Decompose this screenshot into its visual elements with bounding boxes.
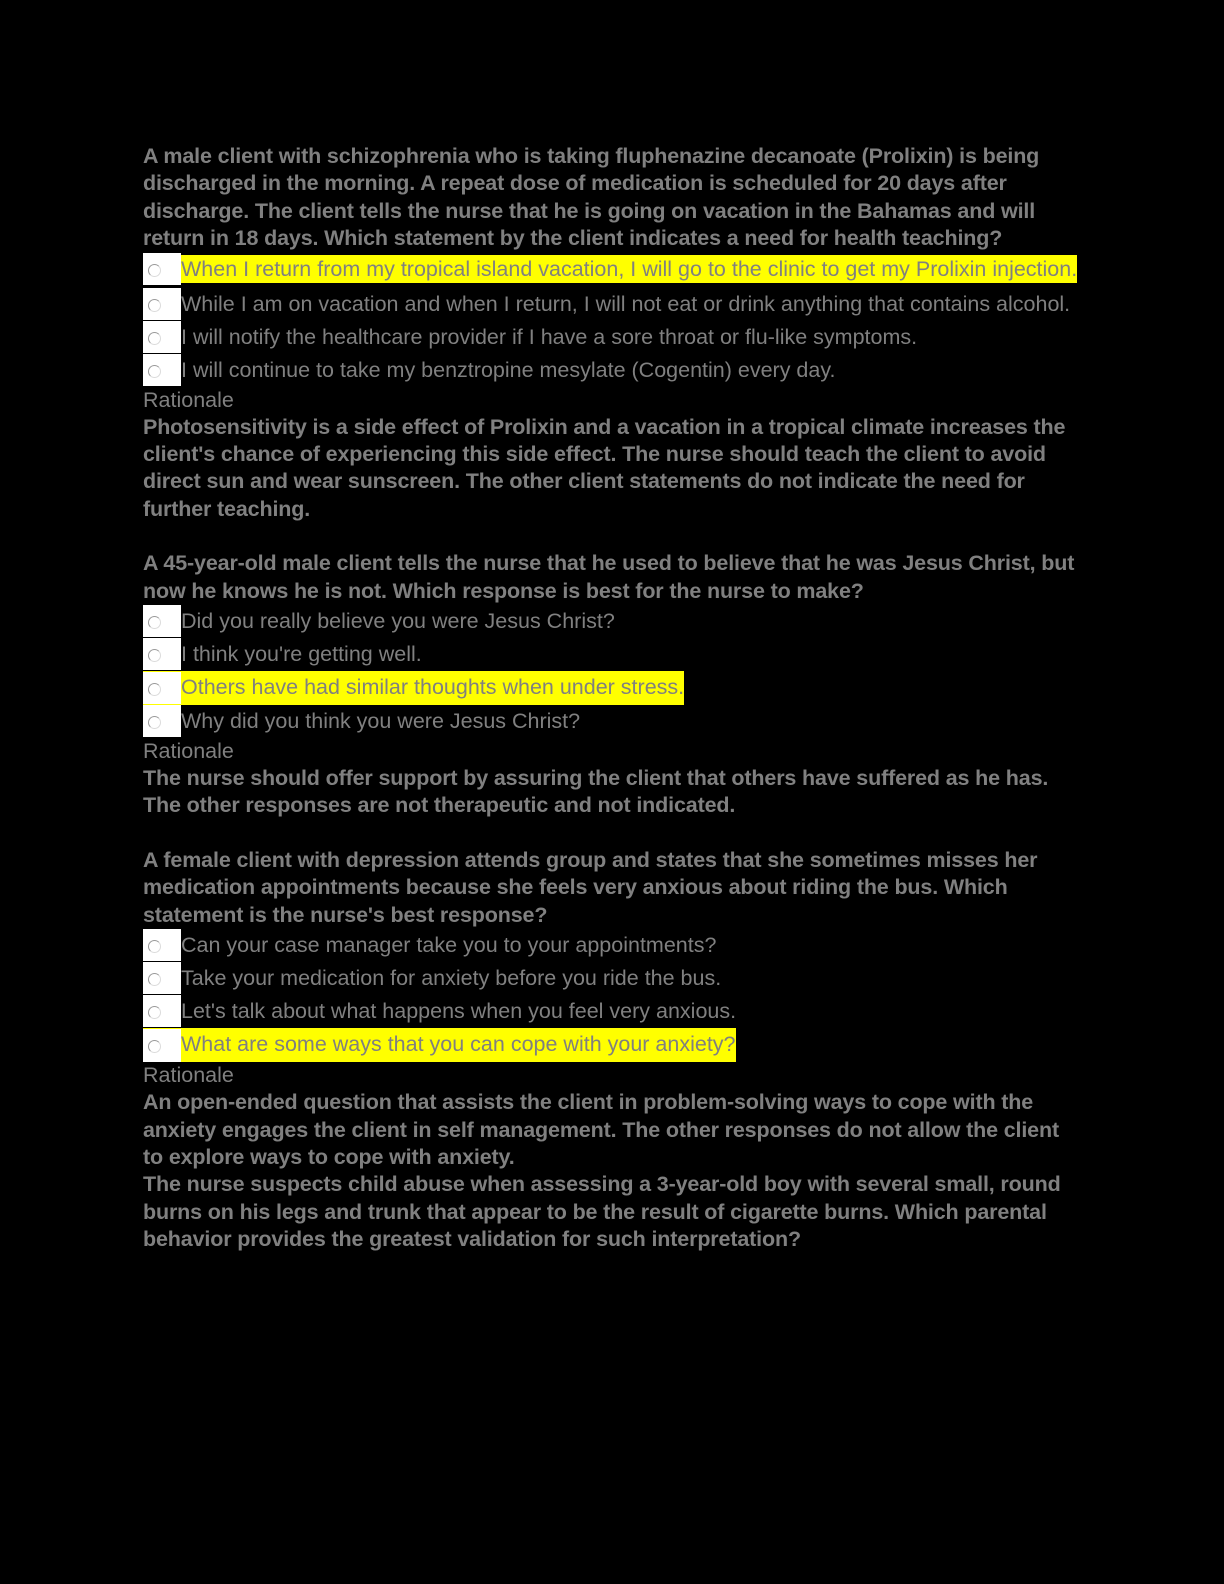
- option-text: Take your medication for anxiety before you ride the bus.: [181, 966, 722, 991]
- rationale-label: Rationale: [143, 387, 234, 412]
- radio-button[interactable]: [143, 705, 181, 737]
- answer-option-1[interactable]: [143, 605, 1083, 638]
- radio-button[interactable]: [143, 638, 181, 670]
- answer-option-3[interactable]: [143, 995, 1083, 1028]
- radio-button[interactable]: [143, 1028, 181, 1062]
- option-text: I will continue to take my benztropine mesylate (Cogentin) every day.: [181, 357, 836, 382]
- answer-option-2[interactable]: [143, 962, 1083, 995]
- radio-button[interactable]: [143, 321, 181, 353]
- answer-option-4[interactable]: [143, 705, 1083, 738]
- answer-option-2[interactable]: [143, 288, 1083, 321]
- spacer: [143, 523, 1083, 550]
- rationale-text: The nurse should offer support by assuring the client that others have suffered as he has. The other responses are not therapeutic and not indicated.: [143, 766, 1049, 818]
- answer-option-1[interactable]: [143, 253, 1083, 286]
- radio-circle-icon: [148, 332, 161, 345]
- answer-option-3[interactable]: [143, 321, 1083, 354]
- radio-circle-icon: [148, 1006, 161, 1019]
- option-text: Can your case manager take you to your appointments?: [181, 933, 717, 958]
- document-page: [143, 143, 1083, 1254]
- radio-circle-icon: [148, 264, 161, 277]
- question-text: A 45-year-old male client tells the nurse that he used to believe that he was Jesus Christ, but now he knows he is not. Which response is best for the nurse to make?: [143, 551, 1075, 603]
- rationale-label: Rationale: [143, 1063, 234, 1088]
- radio-button[interactable]: [143, 995, 181, 1027]
- radio-button[interactable]: [143, 288, 181, 320]
- radio-circle-icon: [148, 299, 161, 312]
- option-text: Did you really believe you were Jesus Christ?: [181, 609, 615, 634]
- question-text: The nurse suspects child abuse when assessing a 3-year-old boy with several small, round burns on his legs and trunk that appear to be the result of cigarette burns. Which parental behavior provides the greatest validation for such interpretation?: [143, 1172, 1061, 1252]
- answer-option-1[interactable]: [143, 929, 1083, 962]
- question-block-2: [143, 550, 1083, 820]
- radio-button[interactable]: [143, 605, 181, 637]
- radio-circle-icon: [148, 683, 161, 696]
- question-text: A male client with schizophrenia who is taking fluphenazine decanoate (Prolixin) is being discharged in the morning. A repeat dose of medication is scheduled for 20 days after discharge. The client tells the nurse that he is going on vacation in the Bahamas and will return in 18 days. Which statement by the client indicates a need for health teaching?: [143, 144, 1040, 251]
- radio-circle-icon: [148, 973, 161, 986]
- option-text: What are some ways that you can cope with your anxiety?: [181, 1028, 736, 1062]
- answer-option-4[interactable]: [143, 354, 1083, 387]
- option-text: When I return from my tropical island vacation, I will go to the clinic to get my Prolixin injection.: [181, 256, 1078, 281]
- radio-circle-icon: [148, 649, 161, 662]
- rationale-text: Photosensitivity is a side effect of Prolixin and a vacation in a tropical climate increases the client's chance of experiencing this side effect. The nurse should teach the client to avoid direct sun and wear sunscreen. The other client statements do not indicate the need for further teaching.: [143, 414, 1066, 521]
- answer-option-4[interactable]: [143, 1028, 1083, 1062]
- radio-button[interactable]: [143, 671, 181, 705]
- radio-button[interactable]: [143, 253, 181, 285]
- question-text: A female client with depression attends group and states that she sometimes misses her medication appointments because she feels very anxious about riding the bus. Which statement is the nurse's best response?: [143, 847, 1038, 927]
- option-text: Let's talk about what happens when you feel very anxious.: [181, 999, 737, 1024]
- question-block-3: [143, 847, 1083, 1171]
- radio-circle-icon: [148, 716, 161, 729]
- rationale-label: Rationale: [143, 739, 234, 764]
- spacer: [143, 820, 1083, 847]
- option-text: While I am on vacation and when I return, I will not eat or drink anything that contains alcohol.: [181, 291, 1071, 316]
- answer-option-2[interactable]: [143, 638, 1083, 671]
- option-text: Others have had similar thoughts when under stress.: [181, 671, 684, 705]
- radio-circle-icon: [148, 1040, 161, 1053]
- radio-button[interactable]: [143, 962, 181, 994]
- radio-circle-icon: [148, 365, 161, 378]
- option-text: I think you're getting well.: [181, 642, 422, 667]
- option-text: I will notify the healthcare provider if I have a sore throat or flu-like symptoms.: [181, 324, 918, 349]
- radio-button[interactable]: [143, 929, 181, 961]
- option-text: Why did you think you were Jesus Christ?: [181, 709, 581, 734]
- question-block-4: [143, 1171, 1083, 1253]
- radio-circle-icon: [148, 616, 161, 629]
- radio-circle-icon: [148, 940, 161, 953]
- radio-button[interactable]: [143, 354, 181, 386]
- answer-option-3[interactable]: [143, 671, 1083, 705]
- question-block-1: [143, 143, 1083, 523]
- rationale-text: An open-ended question that assists the client in problem-solving ways to cope with the anxiety engages the client in self management. The other responses do not allow the client to explore ways to cope with anxiety.: [143, 1090, 1059, 1169]
